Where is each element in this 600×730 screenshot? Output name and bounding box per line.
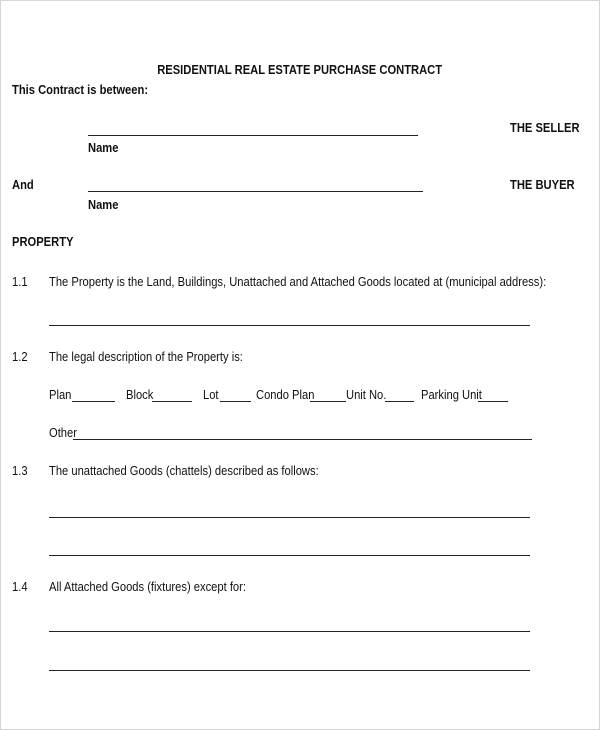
buyer-name-caption: Name — [88, 197, 119, 212]
clause-1-3-text: The unattached Goods (chattels) described as follows: — [49, 463, 319, 478]
chattels-line-2[interactable] — [49, 555, 530, 556]
fixtures-line-2[interactable] — [49, 670, 530, 671]
fixtures-line-1[interactable] — [49, 631, 530, 632]
contract-intro: This Contract is between: — [12, 82, 149, 97]
document-title-text: RESIDENTIAL REAL ESTATE PURCHASE CONTRACT — [157, 62, 443, 77]
condo-plan-label: Condo Plan — [256, 387, 315, 402]
clause-1-1-number: 1.1 — [12, 274, 28, 289]
lot-label: Lot — [203, 387, 219, 402]
block-blank[interactable] — [152, 401, 192, 402]
plan-label: Plan — [49, 387, 72, 402]
lot-blank[interactable] — [220, 401, 251, 402]
other-label: Other — [49, 425, 77, 440]
condo-plan-blank[interactable] — [310, 401, 346, 402]
municipal-address-line[interactable] — [49, 325, 530, 326]
seller-name-line[interactable] — [88, 135, 418, 136]
seller-name-caption: Name — [88, 140, 119, 155]
parking-unit-label: Parking Unit — [421, 387, 482, 402]
clause-1-4-number: 1.4 — [12, 579, 28, 594]
plan-blank[interactable] — [72, 401, 115, 402]
clause-1-2-text: The legal description of the Property is: — [49, 349, 243, 364]
clause-1-2-number: 1.2 — [12, 349, 28, 364]
unit-no-blank[interactable] — [385, 401, 414, 402]
clause-1-1-text: The Property is the Land, Buildings, Unattached and Attached Goods located at (municipal address): — [49, 274, 547, 289]
property-heading: PROPERTY — [12, 234, 74, 249]
document-title — [0, 62, 600, 78]
parking-unit-blank[interactable] — [478, 401, 508, 402]
unit-no-label: Unit No. — [346, 387, 387, 402]
seller-label: THE SELLER — [510, 120, 580, 135]
clause-1-3-number: 1.3 — [12, 463, 28, 478]
clause-1-4-text: All Attached Goods (fixtures) except for: — [49, 579, 246, 594]
and-label: And — [12, 177, 34, 192]
buyer-name-line[interactable] — [88, 191, 423, 192]
block-label: Block — [126, 387, 154, 402]
other-blank[interactable] — [73, 439, 532, 440]
chattels-line-1[interactable] — [49, 517, 530, 518]
buyer-label: THE BUYER — [510, 177, 575, 192]
